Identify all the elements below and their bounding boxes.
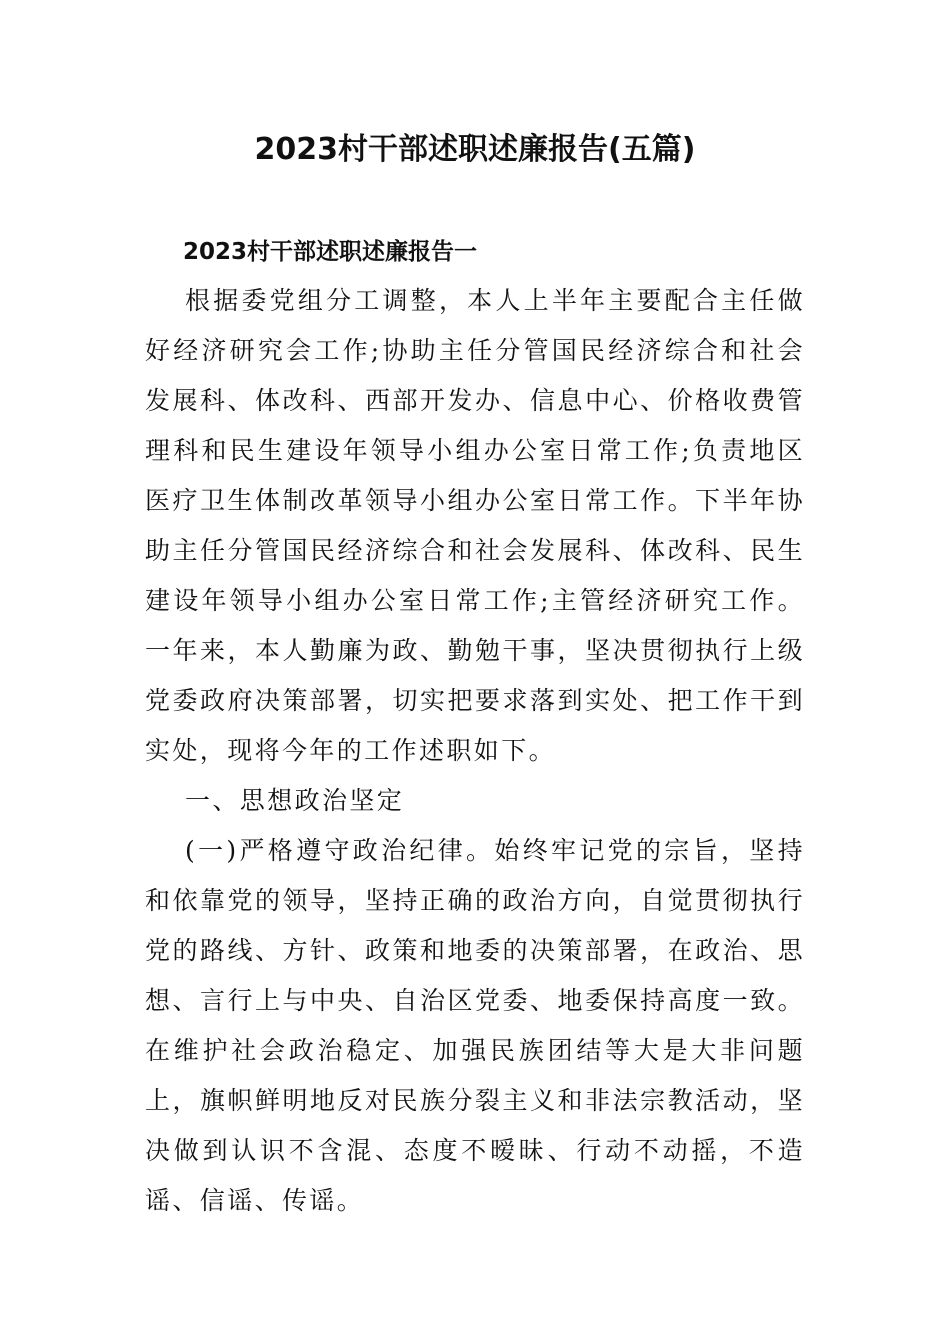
section-heading: 一、思想政治坚定 xyxy=(185,786,405,815)
body-paragraph: 根据委党组分工调整，本人上半年主要配合主任做好经济研究会工作;协助主任分管国民经济综合和社会发展科、体改科、西部开发办、信息中心、价格收费管理科和民生建设年领导小组办公室日常工作;负责地区医疗卫生体制改革领导小组办公室日常工作。下半年协助主任分管国民经济综合和社会发展科、体改科、民生建设年领导小组办公室日常工作;主管经济研究工作。一年来，本人勤廉为政、勤勉干事，坚决贯彻执行上级党委政府决策部署，切实把要求落到实处、把工作干到实处，现将今年的工作述职如下。 xyxy=(145,286,805,765)
section-title: 2023村干部述职述廉报告一 xyxy=(183,239,478,265)
body-paragraph: (一)严格遵守政治纪律。始终牢记党的宗旨，坚持和依靠党的领导，坚持正确的政治方向，自觉贯彻执行党的路线、方针、政策和地委的决策部署，在政治、思想、言行上与中央、自治区党委、地委保持高度一致。在维护社会政治稳定、加强民族团结等大是大非问题上，旗帜鲜明地反对民族分裂主义和非法宗教活动，坚决做到认识不含混、态度不暧昧、行动不动摇，不造谣、信谣、传谣。 xyxy=(145,836,805,1215)
document-title: 2023村干部述职述廉报告(五篇) xyxy=(254,132,696,167)
